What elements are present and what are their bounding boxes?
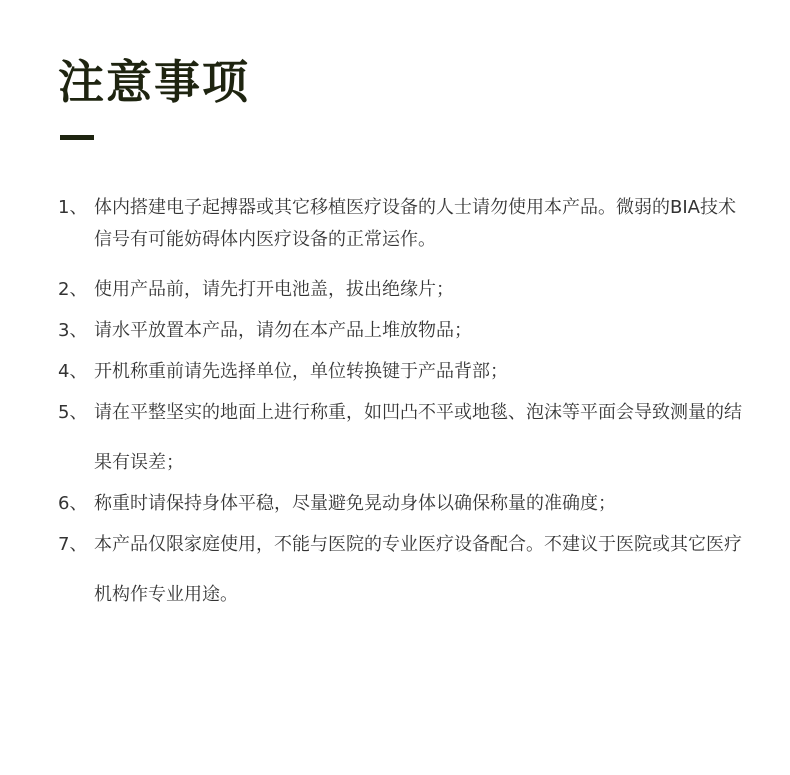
note-number: 3、 bbox=[58, 320, 88, 341]
note-number: 7、 bbox=[58, 534, 88, 555]
note-number: 5、 bbox=[58, 402, 88, 423]
note-item-5 bbox=[58, 397, 748, 488]
note-item-7 bbox=[58, 529, 748, 620]
note-number: 1、 bbox=[58, 197, 88, 218]
note-text: 称重时请保持身体平稳，尽量避免晃动身体以确保称量的准确度； bbox=[94, 493, 616, 514]
note-number: 4、 bbox=[58, 361, 88, 382]
note-text: 请在平整坚实的地面上进行称重，如凹凸不平或地毯、泡沫等平面会导致测量的结果有误差； bbox=[94, 402, 742, 473]
notes-list bbox=[58, 192, 748, 620]
note-text: 使用产品前，请先打开电池盖，拔出绝缘片； bbox=[94, 279, 454, 300]
note-item-1 bbox=[58, 192, 748, 256]
page-title: 注意事项 bbox=[58, 55, 250, 109]
note-number: 6、 bbox=[58, 493, 88, 514]
note-text: 请水平放置本产品，请勿在本产品上堆放物品； bbox=[94, 320, 472, 341]
note-text: 本产品仅限家庭使用，不能与医院的专业医疗设备配合。不建议于医院或其它医疗机构作专业用途。 bbox=[94, 534, 742, 605]
title-underline bbox=[60, 135, 94, 140]
note-text: 开机称重前请先选择单位，单位转换键于产品背部； bbox=[94, 361, 508, 382]
note-text: 体内搭建电子起搏器或其它移植医疗设备的人士请勿使用本产品。微弱的BIA技术信号有可能妨碍体内医疗设备的正常运作。 bbox=[94, 197, 736, 250]
note-number: 2、 bbox=[58, 279, 88, 300]
